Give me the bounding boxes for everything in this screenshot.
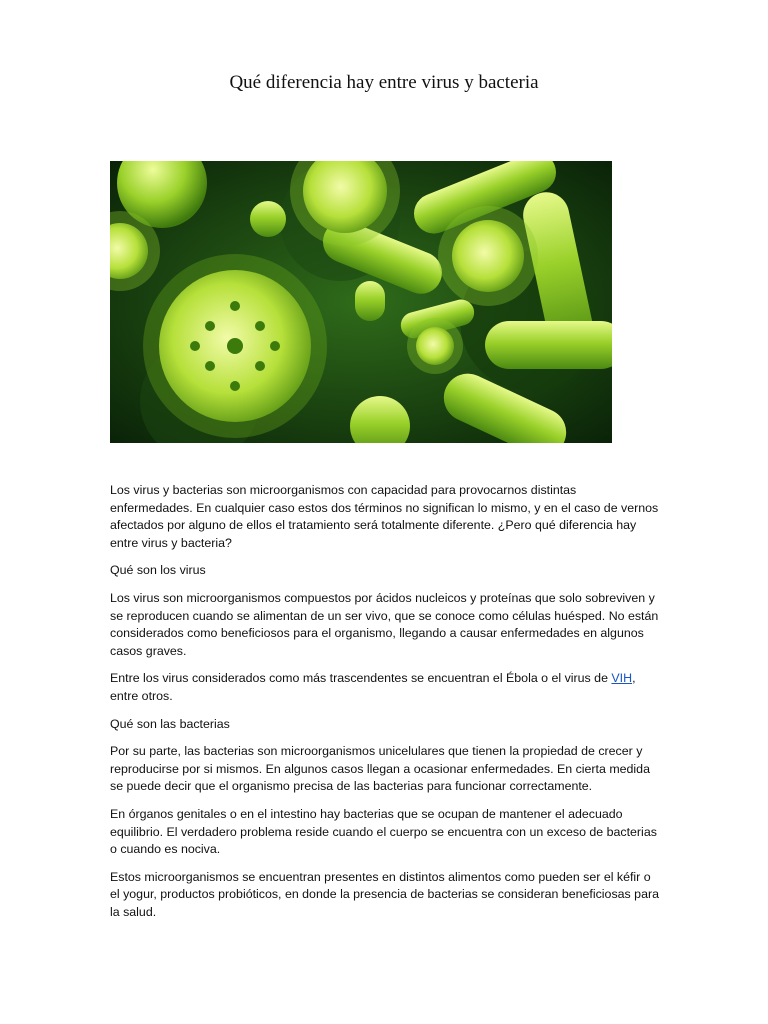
microorganisms-image [110,161,612,443]
heading-virus: Qué son los virus [110,563,206,578]
paragraph-bacteria-foods: Estos microorganismos se encuentran presentes en distintos alimentos como pueden ser el kéfir o el yogur, productos probióticos, en donde la presencia de bacterias se consideran beneficiosas para la salud. [110,869,659,919]
heading-bacteria: Qué son las bacterias [110,716,230,731]
vih-link[interactable]: VIH [611,671,633,686]
paragraph-virus-definition: Los virus son microorganismos compuestos por ácidos nucleicos y proteínas que solo sobreviven y se reproducen cuando se alimentan de un ser vivo, que se conoce como células huésped. No están considerados como beneficiosos para el organismo, llegando a causar enfermedades en algunos casos graves. [110,590,659,658]
virus-particle-large [143,254,327,438]
intro-question: ¿Pero qué diferencia hay entre virus y bacteria? [110,518,637,550]
paragraph-bacteria-definition: Por su parte, las bacterias son microorganismos unicelulares que tienen la propiedad de crecer y reproducirse por si mismos. En algunos casos llegan a ocasionar enfermedades. En cierta medida se puede decir que el organismo precisa de las bacterias para funcionar correctamente. [110,744,650,794]
paragraph-bacteria-balance: En órganos genitales o en el intestino hay bacterias que se ocupan de mantener el adecuado equilibrio. El verdadero problema reside cuando el cuerpo se encuentra con un exceso de bacterias o cuando es nociva. [110,806,657,857]
virus-particle-right [438,206,538,306]
paragraph-intro: Los virus y bacterias son microorganismos con capacidad para provocarnos distintas enfermedades. En cualquier caso estos dos términos no significan lo mismo, y en el caso de vernos afectados por alguno de ellos el tratamiento será totalmente diferente. ¿Pero qué diferencia hay entre virus y bacteria? [110,483,659,550]
article-body [110,482,660,931]
microorganisms-illustration [110,161,612,443]
virus-particle-small [407,318,463,374]
paragraph-virus-examples: Entre los virus considerados como más trascendentes se encuentran el Ébola o el virus de VIH, entre otros. [110,671,636,703]
page-title: Qué diferencia hay entre virus y bacteria [229,72,539,93]
